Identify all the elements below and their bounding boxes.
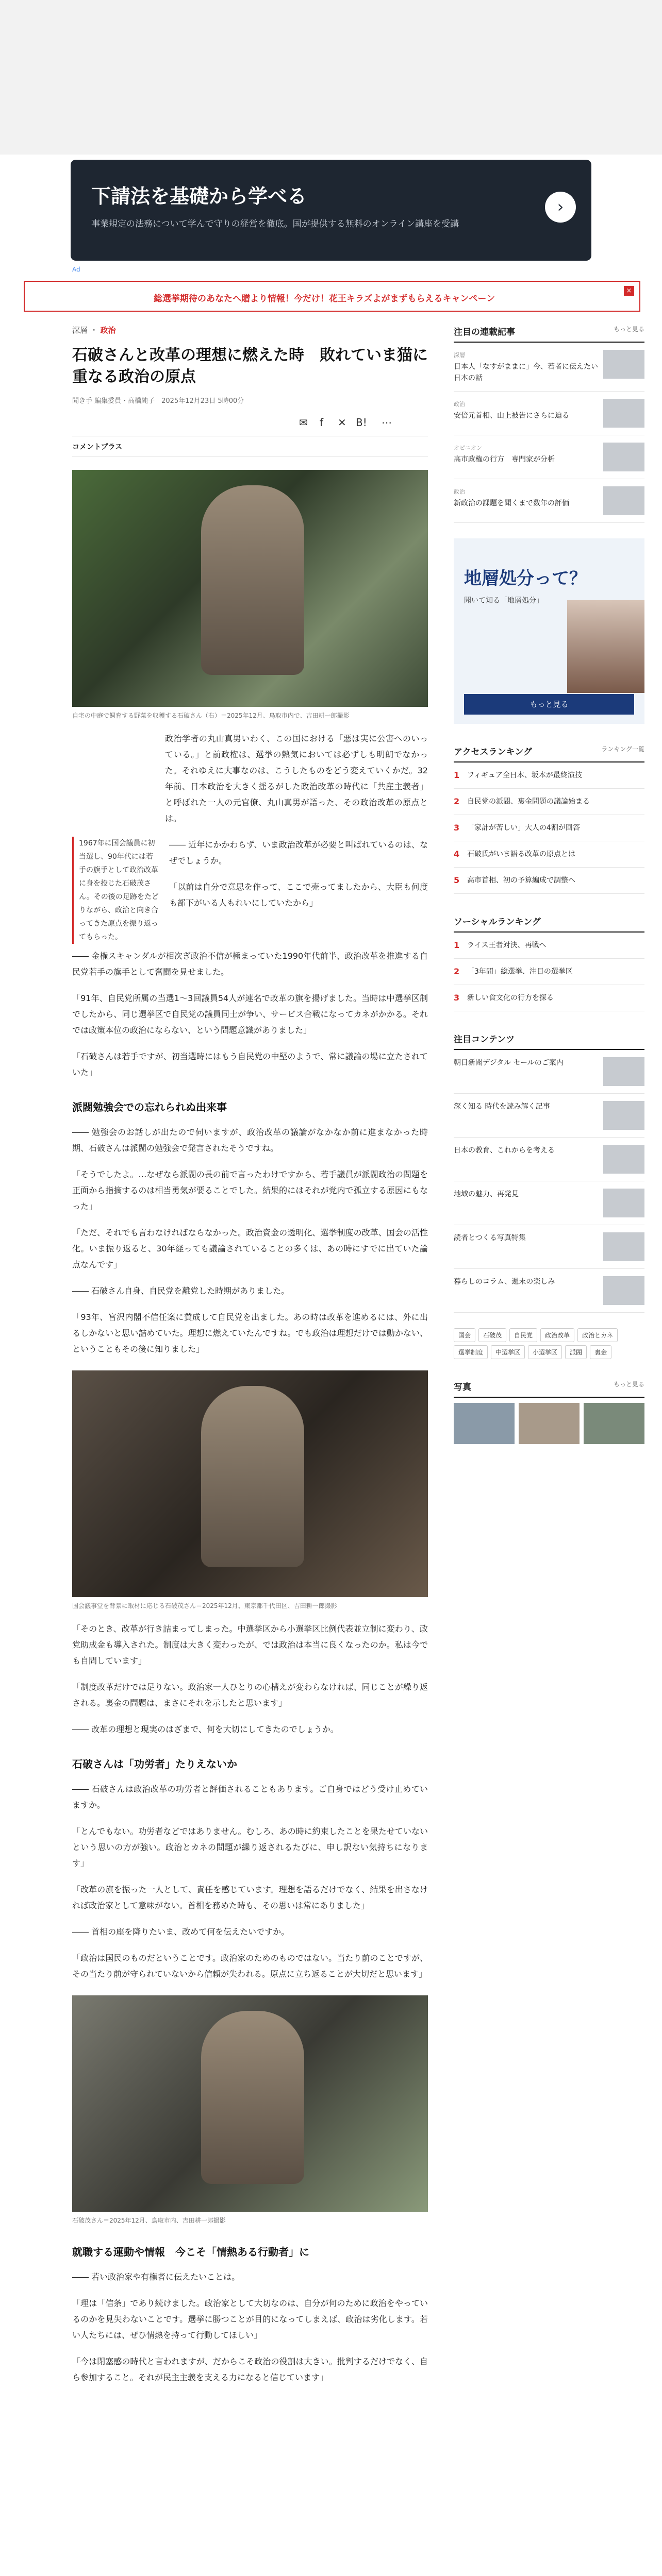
photo-caption: 自宅の中庭で飼育する野菜を収穫する石破さん（右）＝2025年12月、鳥取市内で、吉田耕一郎撮影: [72, 712, 350, 719]
paragraph: 「そのとき、改革が行き詰まってしまった。中選挙区から小選挙区比例代表並立制に変わり、政党助成金も導入された。制度は大きく変わったが、では政治は本当に良くなったのか。私は今でも自問しています」: [72, 1624, 428, 1666]
promo-banner[interactable]: [24, 281, 640, 312]
ranking-item[interactable]: 3 新しい食文化の行方を探る: [454, 985, 644, 1011]
paragraph: ―― 近年にかかわらず、いま政治改革が必要と叫ばれているのは、なぜでしょうか。: [169, 840, 428, 866]
ad-title: 下請法を基礎から学べる: [91, 185, 307, 208]
paragraph: ―― 石破さん自身、自民党を離党した時期がありました。: [72, 1286, 290, 1296]
bookmark-icon[interactable]: B!: [356, 416, 367, 429]
paragraph: 「理は「信条」であり続けました。政治家として大切なのは、自分が何のために政治をやっているのかを見失わないことです。選挙に勝つことが目的になってしまえば、政治は劣化します。若い人たちには、ぜひ情熱を持って行動してほしい」: [72, 2298, 428, 2340]
list-item[interactable]: 深く知る 時代を読み解く記事: [454, 1094, 644, 1138]
byline: 聞き手 編集委員・高橋純子 2025年12月23日 5時00分: [72, 397, 244, 405]
list-item[interactable]: 日本の教育、これからを考える: [454, 1138, 644, 1181]
promo-text: 総選挙期待のあなたへ贈より情報！今だけ！花王キラズよがまずもらえるキャンペーン: [154, 294, 495, 304]
paragraph: 「そうでしたよ。…なぜなら派閥の長の前で言ったわけですから、若手議員が派閥政治の問題を正面から指摘するのは相当勇気が要ることでした。結果的にはそれが党内で孤立する原因にもなった」: [72, 1170, 428, 1211]
article-photo-2[interactable]: [72, 1370, 428, 1597]
ranking-item[interactable]: 2 自民党の派閥、裏金問題の議論始まる: [454, 789, 644, 815]
tag[interactable]: 裏金: [590, 1345, 611, 1359]
more-link[interactable]: もっと見る: [613, 1381, 644, 1388]
list-item[interactable]: 地域の魅力、再発見: [454, 1181, 644, 1225]
paragraph: 「今は閉塞感の時代と言われますが、だからこそ政治の役割は大きい。批判するだけでなく、自ら参加すること。それが民主主義を支える力になると信じています」: [72, 2357, 428, 2382]
ranking-link[interactable]: ランキング一覧: [601, 745, 644, 753]
top-ad-card[interactable]: [71, 160, 591, 261]
paragraph: ―― 改革の理想と現実のはざまで、何を大切にしてきたのでしょうか。: [72, 1724, 339, 1734]
photo-heading: 写真 もっと見る: [454, 1380, 644, 1398]
tag-list: [454, 1328, 644, 1359]
tag[interactable]: 中選挙区: [491, 1345, 525, 1359]
list-item[interactable]: 深層 日本人「なすがままに」今、若者に伝えたい日本の話: [454, 343, 644, 392]
photo-strip: [454, 1403, 644, 1444]
paragraph: 「とんでもない。功労者などではありません。むしろ、あの時に約束したことを果たせていないという思いの方が強い。政治とカネの問題が繰り返されるたびに、申し訳ない気持ちになります」: [72, 1826, 428, 1868]
paragraph: 「制度改革だけでは足りない。政治家一人ひとりの心構えが変わらなければ、同じことが繰り返される。裏金の問題は、まさにそれを示したと思います」: [72, 1682, 428, 1708]
top-ad-area: [0, 0, 662, 155]
thumbnail: [603, 399, 644, 428]
ranking-item[interactable]: 1 フィギュア全日本、坂本が最終演技: [454, 762, 644, 789]
thumbnail: [603, 443, 644, 471]
section-heading: 石破さんは「功労者」たりえないか: [72, 1758, 237, 1770]
paragraph: 「93年、宮沢内閣不信任案に賛成して自民党を出ました。あの時は改革を進めるには、外に出るしかないと思い詰めていた。理想に燃えていたんですね。でも政治は理想だけでは動かない、ということもその後に知りました」: [72, 1312, 428, 1354]
paragraph: ―― 金権スキャンダルが相次ぎ政治不信が極まっていた1990年代前半、政治改革を推進する自民党若手の旗手として奮闘を見せました。: [72, 951, 428, 977]
paragraph: 「91年、自民党所属の当選1～3回議員54人が連名で改革の旗を揚げました。当時は中選挙区制でしたから、同じ選挙区で自民党の議員同士が争い、サービス合戦になってカネがかかる。それでは政策本位の政治にならない、という問題意識がありました」: [72, 993, 428, 1035]
share-row: [72, 410, 428, 436]
list-item[interactable]: 読者とつくる写真特集: [454, 1225, 644, 1269]
category-label[interactable]: 政治: [100, 326, 116, 335]
article-main: [72, 325, 428, 2385]
article-photo-3[interactable]: [72, 1995, 428, 2212]
tag[interactable]: 派閥: [565, 1345, 587, 1359]
article-title: 石破さんと改革の理想に燃えた時 敗れていま猫に重なる政治の原点: [72, 346, 428, 386]
article-category: 深層 ・ 政治: [72, 326, 116, 335]
photo-caption: 石破茂さん＝2025年12月、鳥取市内、吉田耕一郎撮影: [72, 2217, 226, 2224]
tag[interactable]: 石破茂: [478, 1328, 506, 1342]
tag[interactable]: 小選挙区: [528, 1345, 562, 1359]
paragraph: ―― 首相の座を降りたいま、改めて何を伝えたいですか。: [72, 1927, 290, 1937]
paragraph: 「石破さんは若手ですが、初当選時にはもう自民党の中堅のようで、常に議論の場に立たされていた」: [72, 1052, 428, 1077]
ranking-heading: アクセスランキング ランキング一覧: [454, 744, 644, 762]
ranking-item[interactable]: 4 石破氏がいま語る改革の原点とは: [454, 841, 644, 868]
section-heading: 派閥勉強会での忘れられぬ出来事: [72, 1101, 227, 1113]
photo-thumb[interactable]: [519, 1403, 580, 1444]
tag[interactable]: 政治改革: [540, 1328, 574, 1342]
ranking-item[interactable]: 2 「3年間」総選挙、注目の選挙区: [454, 959, 644, 985]
list-item[interactable]: 朝日新聞デジタル セールのご案内: [454, 1050, 644, 1094]
paragraph: 「改革の旗を振った一人として、責任を感じています。理想を語るだけでなく、結果を出さなければ政治家として意味がない。首相を務めた時も、その思いは常にありました」: [72, 1885, 428, 1910]
list-item[interactable]: オピニオン 高市政権の行方 専門家が分析: [454, 435, 644, 479]
more-icon[interactable]: ⋯: [382, 416, 392, 429]
ad-title: 地層処分って？: [464, 568, 587, 589]
section-heading: 就職する運動や情報 今こそ「情熱ある行動者」に: [72, 2246, 309, 2258]
comment-plus[interactable]: コメントプラス: [72, 436, 428, 456]
thumbnail: [603, 350, 644, 379]
section-label[interactable]: 深層: [72, 326, 88, 335]
article-photo-1[interactable]: [72, 470, 428, 707]
paragraph: 「以前は自分で意思を作って、ここで売ってましたから、大臣も何度も部下がいる人もれいにしていたから」: [169, 882, 428, 908]
sidebar: [454, 325, 644, 1444]
tag[interactable]: 自民党: [509, 1328, 537, 1342]
mail-icon[interactable]: ✉: [299, 416, 308, 429]
ranking-item[interactable]: 1 ライス王者対決、再戦へ: [454, 933, 644, 959]
tag[interactable]: 選挙制度: [454, 1345, 488, 1359]
ad-text: 事業規定の法務について学んで守りの経営を徹底。国が提供する無料のオンライン講座を受講: [91, 219, 459, 229]
x-icon[interactable]: ✕: [338, 416, 346, 429]
ad-image: [567, 600, 644, 693]
paragraph: 「政治は国民のものだということです。政治家のためのものではない。当たり前のことですが、その当たり前が守られていないから信頼が失われる。原点に立ち返ることが大切だと思います」: [72, 1953, 428, 1979]
paragraph: ―― 若い政治家や有権者に伝えたいことは。: [72, 2272, 240, 2282]
list-item[interactable]: 政治 新政治の課題を聞くまで数年の評価: [454, 479, 644, 523]
photo-thumb[interactable]: [584, 1403, 644, 1444]
photo-thumb[interactable]: [454, 1403, 515, 1444]
sidebar-ad[interactable]: [454, 538, 644, 724]
paragraph: ―― 石破さんは政治改革の功労者と評価されることもあります。ご自身ではどう受け止めていますか。: [72, 1784, 428, 1810]
list-item[interactable]: 政治 安倍元首相、山上被告にさらに迫る: [454, 392, 644, 435]
paragraph: 「ただ、それでも言わなければならなかった。政治資金の透明化、選挙制度の改革、国会の活性化。いま振り返ると、30年経っても議論されていることの多くは、あの時にすでに出ていた論点なんです」: [72, 1228, 428, 1269]
thumbnail: [603, 486, 644, 515]
topics-heading: 注目コンテンツ: [454, 1032, 644, 1050]
more-link[interactable]: もっと見る: [613, 326, 644, 333]
ranking-item[interactable]: 5 高市首相、初の予算編成で調整へ: [454, 868, 644, 894]
tag[interactable]: 国会: [454, 1328, 475, 1342]
ranking-item[interactable]: 3 「家計が苦しい」大人の4割が回答: [454, 815, 644, 841]
social-ranking-heading: ソーシャルランキング: [454, 914, 644, 933]
close-icon[interactable]: ×: [624, 286, 634, 296]
tag[interactable]: 政治とカネ: [577, 1328, 618, 1342]
paragraph: ―― 勉強会のお話しが出たので伺いますが、政治改革の議論がなかなか前に進まなかった時期、石破さんは派閥の勉強会で発言されたそうですね。: [72, 1127, 428, 1153]
ad-button[interactable]: もっと見る: [464, 694, 634, 715]
facebook-icon[interactable]: f: [320, 416, 324, 429]
notice-heading: 注目の連載記事 もっと見る: [454, 325, 644, 343]
lead-box: 1967年に国会議員に初当選し、90年代には若手の旗手として政治改革に身を投じた石破茂さん。その後の足跡をたどりながら、政治と向き合ってきた原点を振り返ってもらった。: [72, 837, 160, 944]
chevron-right-icon[interactable]: ›: [545, 192, 576, 223]
list-item[interactable]: 暮らしのコラム、週末の楽しみ: [454, 1269, 644, 1313]
photo-caption: 国会議事堂を背景に取材に応じる石破茂さん＝2025年12月、東京都千代田区、吉田耕一郎撮影: [72, 1602, 337, 1609]
ad-text: 聞いて知る「地層処分」: [464, 597, 543, 605]
ad-label: Ad: [72, 266, 80, 273]
paragraph: 政治学者の丸山真男いわく、この国における「悪は実に公害へのいっている。」と前政権は、選挙の熱気においては必ずしも明朗でなかった。それゆえに大事なのは、こうしたものをどう変えていくかだ。32年前、日本政治を大きく揺るがした政治改革の時代に「共産主義者」と呼ばれた一人の元官僚、丸山真男が語った、その政治改革の原点とは。: [165, 734, 428, 823]
